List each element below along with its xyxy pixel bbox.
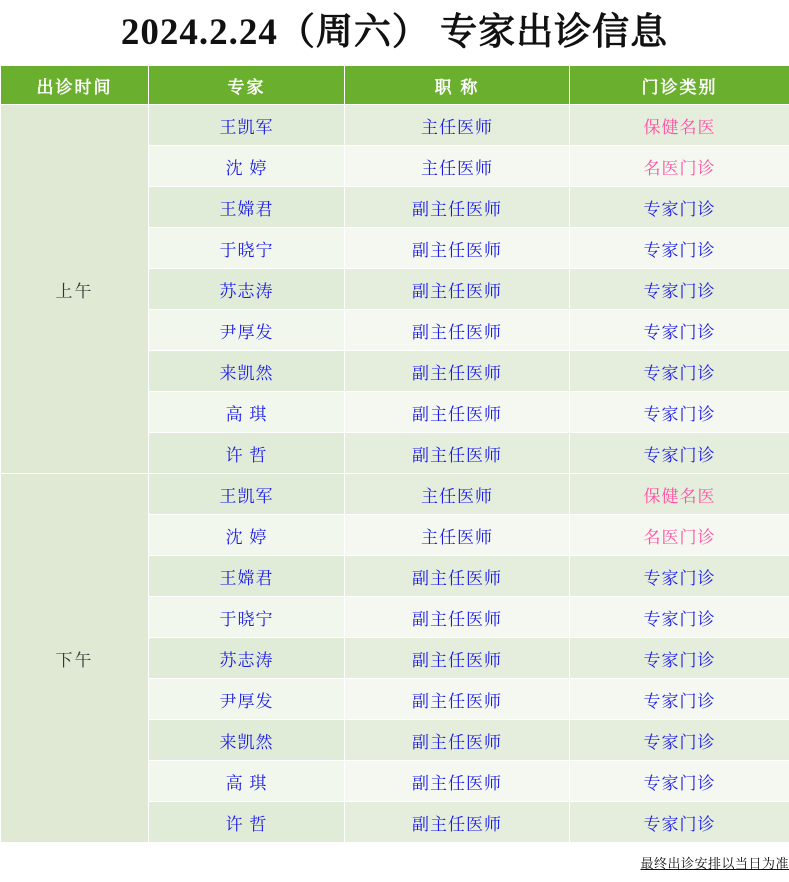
expert-title: 副主任医师: [345, 761, 570, 802]
expert-name: 许 哲: [149, 802, 345, 843]
clinic-category: 专家门诊: [570, 761, 789, 802]
expert-title: 副主任医师: [345, 310, 570, 351]
expert-title: 副主任医师: [345, 802, 570, 843]
footer-note: 最终出诊安排以当日为准: [570, 843, 789, 882]
footer-blank-3: [345, 843, 570, 882]
clinic-category: 保健名医: [570, 105, 789, 146]
expert-name: 王嫦君: [149, 187, 345, 228]
clinic-category: 专家门诊: [570, 556, 789, 597]
expert-title: 主任医师: [345, 474, 570, 515]
expert-name: 王嫦君: [149, 556, 345, 597]
clinic-category: 专家门诊: [570, 802, 789, 843]
column-header-title: 职 称: [345, 66, 570, 105]
expert-name: 于晓宁: [149, 597, 345, 638]
expert-name: 苏志涛: [149, 269, 345, 310]
expert-title: 副主任医师: [345, 720, 570, 761]
expert-name: 许 哲: [149, 433, 345, 474]
expert-name: 沈 婷: [149, 146, 345, 187]
expert-title: 副主任医师: [345, 269, 570, 310]
table-body: [1, 105, 789, 882]
column-header-time: 出诊时间: [1, 66, 149, 105]
table-row: [1, 105, 789, 146]
expert-name: 来凯然: [149, 351, 345, 392]
header-row: [1, 66, 789, 105]
clinic-category: 专家门诊: [570, 679, 789, 720]
clinic-category: 专家门诊: [570, 187, 789, 228]
expert-name: 于晓宁: [149, 228, 345, 269]
expert-title: 副主任医师: [345, 187, 570, 228]
expert-title: 副主任医师: [345, 351, 570, 392]
expert-name: 高 琪: [149, 761, 345, 802]
period-label: 上午: [1, 105, 149, 474]
expert-name: 王凯军: [149, 474, 345, 515]
period-label: 下午: [1, 474, 149, 843]
expert-name: 王凯军: [149, 105, 345, 146]
footer-row: [1, 843, 789, 882]
expert-title: 副主任医师: [345, 556, 570, 597]
expert-title: 副主任医师: [345, 679, 570, 720]
footer-blank-1: [1, 843, 149, 882]
clinic-category: 专家门诊: [570, 351, 789, 392]
schedule-table: [0, 65, 789, 882]
expert-title: 主任医师: [345, 146, 570, 187]
expert-name: 苏志涛: [149, 638, 345, 679]
expert-name: 沈 婷: [149, 515, 345, 556]
column-header-expert: 专家: [149, 66, 345, 105]
expert-title: 副主任医师: [345, 638, 570, 679]
clinic-category: 专家门诊: [570, 228, 789, 269]
clinic-category: 专家门诊: [570, 597, 789, 638]
expert-name: 高 琪: [149, 392, 345, 433]
expert-name: 来凯然: [149, 720, 345, 761]
clinic-category: 专家门诊: [570, 638, 789, 679]
clinic-category: 专家门诊: [570, 269, 789, 310]
clinic-category: 专家门诊: [570, 433, 789, 474]
table-row: [1, 474, 789, 515]
clinic-category: 名医门诊: [570, 515, 789, 556]
clinic-category: 名医门诊: [570, 146, 789, 187]
expert-title: 主任医师: [345, 515, 570, 556]
clinic-category: 专家门诊: [570, 310, 789, 351]
expert-title: 副主任医师: [345, 433, 570, 474]
expert-name: 尹厚发: [149, 310, 345, 351]
column-header-category: 门诊类别: [570, 66, 789, 105]
expert-title: 主任医师: [345, 105, 570, 146]
footer-blank-2: [149, 843, 345, 882]
expert-title: 副主任医师: [345, 597, 570, 638]
expert-title: 副主任医师: [345, 228, 570, 269]
table-header: [1, 66, 789, 105]
clinic-category: 专家门诊: [570, 720, 789, 761]
clinic-category: 保健名医: [570, 474, 789, 515]
clinic-category: 专家门诊: [570, 392, 789, 433]
page-title: 2024.2.24（周六） 专家出诊信息: [0, 0, 789, 65]
expert-title: 副主任医师: [345, 392, 570, 433]
expert-name: 尹厚发: [149, 679, 345, 720]
